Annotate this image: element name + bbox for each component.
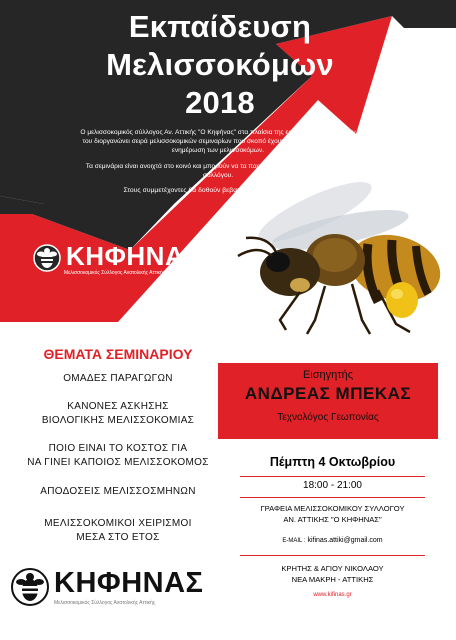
- place-line-1: ΓΡΑΦΕΙΑ ΜΕΛΙΣΣΟΚΟΜΙΚΟΥ ΣΥΛΛΟΓΟΥ: [260, 504, 405, 513]
- themes-heading: ΘΕΜΑΤΑ ΣΕΜΙΝΑΡΙΟΥ: [43, 346, 193, 362]
- email-label: E-MAIL :: [282, 538, 306, 544]
- title-line-2: Μελισσοκόμων: [106, 47, 334, 82]
- title-year: 2018: [185, 85, 255, 120]
- topic-line: ΚΑΝΟΝΕΣ ΑΣΚΗΣΗΣ: [67, 401, 169, 412]
- address-line-2: ΝΕΑ ΜΑΚΡΗ - ΑΤΤΙΚΗΣ: [291, 575, 374, 584]
- topic-item: [8, 517, 228, 544]
- event-place: [230, 503, 435, 525]
- topic-line: ΑΠΟΔΟΣΕΙΣ ΜΕΛΙΣΣΟΣΜΗΝΩΝ: [40, 486, 196, 497]
- speaker-box: [218, 363, 438, 439]
- topic-item: [8, 372, 228, 386]
- topic-item: [8, 485, 228, 499]
- intro-text: [78, 128, 358, 201]
- association-logo-bottom: [10, 562, 220, 624]
- topic-line: ΜΕΣΑ ΣΤΟ ΕΤΟΣ: [76, 531, 160, 543]
- topic-line: ΟΜΑΔΕΣ ΠΑΡΑΓΩΓΩΝ: [63, 373, 173, 384]
- title-line-1: Εκπαίδευση: [128, 9, 312, 44]
- contact-email: [230, 537, 435, 544]
- speaker-name: ΑΝΔΡΕΑΣ ΜΠΕΚΑΣ: [244, 384, 412, 403]
- speaker-title: Τεχνολόγος Γεωπονίας: [277, 412, 379, 423]
- divider: [240, 497, 425, 498]
- event-address: [230, 563, 435, 585]
- topic-line: ΠΟΙΟ ΕΙΝΑΙ ΤΟ ΚΟΣΤΟΣ ΓΙΑ: [48, 443, 188, 454]
- logo-subtitle: Μελισσοκομικός Σύλλογος Ανατολικής Αττικής: [64, 270, 166, 276]
- address-line-1: ΚΡΗΤΗΣ & ΑΓΙΟΥ ΝΙΚΟΛΑΟΥ: [281, 564, 384, 573]
- association-logo-top: [30, 240, 201, 280]
- logo-name: ΚΗΦΗΝΑΣ: [54, 567, 204, 599]
- event-time: 18:00 - 21:00: [303, 480, 362, 491]
- poster-title: [0, 8, 440, 122]
- intro-paragraph-3: Στους συμμετέχοντες θα δοθούν βεβαιώσεις παρακολούθησης.: [123, 187, 313, 195]
- intro-paragraph-2: Τα σεμινάρια είναι ανοιχτά στο κοινό και μπορούν να τα παρακολουθήσουν και μη μέλη του συλλόγου.: [85, 162, 351, 179]
- topic-line: ΝΑ ΓΙΝΕΙ ΚΑΠΟΙΟΣ ΜΕΛΙΣΣΟΚΟΜΟΣ: [27, 456, 209, 468]
- topic-line: ΜΕΛΙΣΣΟΚΟΜΙΚΟΙ ΧΕΙΡΙΣΜΟΙ: [44, 518, 192, 529]
- logo-subtitle: Μελισσοκομικός Σύλλογος Ανατολικής Αττικής: [54, 600, 156, 606]
- bee-logo-icon: [10, 564, 50, 610]
- bee-logo-icon: [32, 242, 62, 274]
- topic-item: [8, 442, 228, 469]
- website-link[interactable]: www.kifinas.gr: [313, 592, 352, 598]
- event-date: Πέμπτη 4 Οκτωβρίου: [269, 455, 396, 469]
- topic-item: [8, 400, 228, 427]
- divider: [240, 476, 425, 477]
- speaker-label: Εισηγητής: [302, 369, 354, 381]
- logo-name: ΚΗΦΗΝΑΣ: [66, 241, 201, 271]
- place-line-2: ΑΝ. ΑΤΤΙΚΗΣ "Ο ΚΗΦΗΝΑΣ": [283, 515, 382, 524]
- intro-paragraph-1: Ο μελισσοκομικός σύλλογος Αν. Αττικής "Ο Κηφήνας" στα πλαίσια της εκπαίδευσης των μελών του διοργανώνει σειρά μελισσοκομικών σεμιναρίων που σκοπό έχουν την εκπαίδευση και την ενημέρωση των μελισσοκόμων.: [80, 129, 356, 155]
- email-address[interactable]: kifinas.attiki@gmail.com: [307, 537, 383, 544]
- divider: [240, 555, 425, 556]
- topic-line: ΒΙΟΛΟΓΙΚΗΣ ΜΕΛΙΣΣΟΚΟΜΙΑΣ: [41, 414, 195, 426]
